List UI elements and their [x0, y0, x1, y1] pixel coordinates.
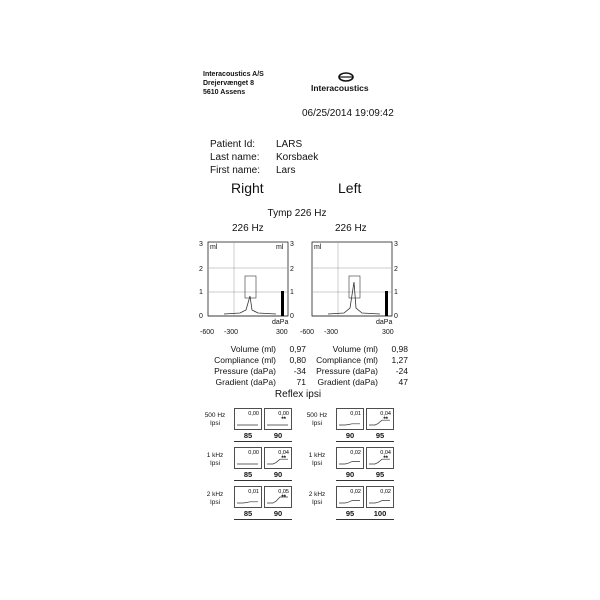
right-tymp-metrics — [208, 344, 306, 388]
last-name-value: Korsbaek — [276, 152, 319, 163]
ipsi-text: Ipsi — [311, 420, 323, 427]
metric-value: -34 — [293, 366, 306, 376]
volume-bar — [385, 291, 388, 316]
axis-tick: 0 — [199, 313, 203, 320]
reflex-box — [234, 447, 262, 469]
reflex-level: 90 — [273, 470, 283, 479]
first-name-value: Lars — [276, 165, 296, 176]
metric-row — [208, 366, 306, 377]
reflex-box — [366, 486, 394, 508]
axis-tick: 2 — [290, 266, 294, 273]
reflex-row-underline — [336, 480, 394, 481]
reflex-row-underline — [234, 519, 292, 520]
reflex-row-underline — [336, 441, 394, 442]
reflex-level: 95 — [375, 470, 385, 479]
metric-row — [310, 344, 408, 355]
ml-unit-right: ml — [276, 244, 284, 251]
metric-value: 0,80 — [289, 355, 306, 365]
first-name-label: First name: — [210, 165, 261, 176]
reflex-trace — [369, 501, 390, 503]
metric-label: Compliance (ml) — [214, 355, 276, 365]
reflex-level: 85 — [243, 431, 253, 440]
ipsi-text: Ipsi — [209, 460, 221, 467]
metric-row — [208, 355, 306, 366]
reflex-value: 0,01 — [350, 411, 361, 417]
metric-label: Compliance (ml) — [316, 355, 378, 365]
metric-label: Gradient (daPa) — [317, 377, 378, 387]
reflex-box — [234, 408, 262, 430]
axis-tick: 3 — [290, 241, 294, 248]
reflex-level: 100 — [373, 509, 387, 518]
last-name-row — [210, 151, 318, 164]
reflex-level: 85 — [243, 509, 253, 518]
x-tick: 300 — [382, 329, 394, 336]
metric-label: Pressure (daPa) — [214, 366, 276, 376]
reflex-level: 95 — [345, 509, 355, 518]
metric-value: 0,98 — [391, 344, 408, 354]
company-street: Drejervænget 8 — [203, 80, 254, 87]
metric-value: 71 — [296, 377, 306, 387]
reflex-level: 90 — [273, 509, 283, 518]
reflex-row-underline — [336, 519, 394, 520]
axis-tick: 2 — [394, 266, 398, 273]
reflex-box — [366, 408, 394, 430]
metric-row — [208, 377, 306, 388]
report-datetime: 06/25/2014 19:09:42 — [302, 108, 394, 119]
reflex-value: 0,04 — [380, 411, 391, 417]
patient-id-label: Patient Id: — [210, 139, 256, 150]
plot-frame — [312, 242, 392, 316]
reflex-box — [336, 408, 364, 430]
ipsi-text: Ipsi — [311, 460, 323, 467]
axis-tick: 3 — [394, 241, 398, 248]
interacoustics-logo — [305, 72, 395, 96]
freq-text: 1 kHz — [308, 452, 326, 459]
reflex-mark: ** — [281, 495, 286, 501]
left-tymp-freq: 226 Hz — [335, 223, 367, 234]
reflex-box — [264, 408, 292, 430]
ml-unit-left: ml — [210, 244, 218, 251]
freq-text: 500 Hz — [204, 412, 226, 419]
metric-value: 1,27 — [391, 355, 408, 365]
reflex-mark: ** — [281, 417, 286, 423]
reflex-mark: ** — [281, 456, 286, 462]
x-tick: -600 — [300, 329, 315, 336]
reflex-freq-label — [304, 491, 330, 507]
reflex-value: 0,04 — [380, 450, 391, 456]
reflex-freq-label — [202, 412, 228, 428]
reflex-value: 0,00 — [248, 450, 259, 456]
axis-tick: 0 — [290, 313, 294, 320]
ml-unit-left: ml — [314, 244, 322, 251]
reflex-value: 0,05 — [278, 489, 289, 495]
metric-label: Volume (ml) — [230, 344, 276, 354]
reflex-value: 0,00 — [248, 411, 259, 417]
volume-bar — [281, 291, 284, 316]
reflex-trace — [237, 502, 258, 503]
reflex-box — [366, 447, 394, 469]
logo-text: Interacoustics — [311, 83, 369, 93]
metric-value: 47 — [398, 377, 408, 387]
reflex-value: 0,02 — [350, 489, 361, 495]
reflex-freq-label — [202, 491, 228, 507]
patient-id-row — [210, 138, 318, 151]
reflex-box — [264, 486, 292, 508]
reflex-box — [234, 486, 262, 508]
reflex-title: Reflex ipsi — [274, 389, 322, 400]
plot-frame — [208, 242, 288, 316]
metric-value: 0,97 — [289, 344, 306, 354]
left-ear-title: Left — [338, 180, 362, 196]
x-tick: 300 — [276, 329, 288, 336]
axis-tick: 3 — [199, 241, 203, 248]
first-name-row — [210, 164, 318, 177]
tymp-title: Tymp 226 Hz — [267, 208, 327, 219]
reflex-freq-label — [304, 412, 330, 428]
dapa-unit: daPa — [272, 319, 289, 326]
metric-label: Pressure (daPa) — [316, 366, 378, 376]
reflex-mark: ** — [383, 456, 388, 462]
axis-tick: 1 — [394, 289, 398, 296]
right-tympanogram — [196, 236, 300, 340]
reflex-trace — [339, 424, 360, 425]
reflex-level: 90 — [345, 431, 355, 440]
reflex-trace — [339, 462, 360, 464]
right-ear-title: Right — [231, 180, 264, 196]
reflex-level: 85 — [243, 470, 253, 479]
reflex-value: 0,00 — [278, 411, 289, 417]
right-tymp-freq: 226 Hz — [232, 223, 264, 234]
metric-row — [310, 366, 408, 377]
metric-value: -24 — [395, 366, 408, 376]
freq-text: 2 kHz — [308, 491, 326, 498]
reflex-level: 90 — [273, 431, 283, 440]
axis-tick: 2 — [199, 266, 203, 273]
reflex-level: 90 — [345, 470, 355, 479]
company-name: Interacoustics A/S — [203, 71, 264, 78]
freq-text: 500 Hz — [306, 412, 328, 419]
patient-id-value: LARS — [276, 139, 303, 150]
reflex-box — [336, 486, 364, 508]
x-tick: -600 — [200, 329, 215, 336]
normal-region-box — [245, 276, 256, 298]
axis-tick: 1 — [290, 289, 294, 296]
ipsi-text: Ipsi — [311, 499, 323, 506]
reflex-value: 0,01 — [248, 489, 259, 495]
freq-text: 1 kHz — [206, 452, 224, 459]
company-address — [203, 70, 264, 97]
metric-label: Volume (ml) — [332, 344, 378, 354]
reflex-box — [264, 447, 292, 469]
patient-info — [210, 138, 318, 177]
ipsi-text: Ipsi — [209, 420, 221, 427]
reflex-box — [336, 447, 364, 469]
reflex-level: 95 — [375, 431, 385, 440]
axis-tick: 0 — [394, 313, 398, 320]
last-name-label: Last name: — [210, 152, 260, 163]
reflex-freq-label — [202, 452, 228, 468]
axis-tick: 1 — [199, 289, 203, 296]
dapa-unit: daPa — [376, 319, 393, 326]
ipsi-text: Ipsi — [209, 499, 221, 506]
tympanogram-curve — [224, 296, 276, 314]
metric-row — [310, 355, 408, 366]
metric-label: Gradient (daPa) — [215, 377, 276, 387]
reflex-row-underline — [234, 441, 292, 442]
left-tympanogram — [300, 236, 404, 340]
x-tick: -300 — [324, 329, 339, 336]
reflex-value: 0,02 — [350, 450, 361, 456]
company-city: 5610 Assens — [203, 89, 246, 96]
x-tick: -300 — [224, 329, 239, 336]
reflex-value: 0,04 — [278, 450, 289, 456]
reflex-mark: ** — [383, 417, 388, 423]
reflex-value: 0,02 — [380, 489, 391, 495]
metric-row — [310, 377, 408, 388]
reflex-trace — [339, 501, 360, 503]
metric-row — [208, 344, 306, 355]
left-tymp-metrics — [310, 344, 408, 388]
freq-text: 2 kHz — [206, 491, 224, 498]
reflex-freq-label — [304, 452, 330, 468]
reflex-row-underline — [234, 480, 292, 481]
